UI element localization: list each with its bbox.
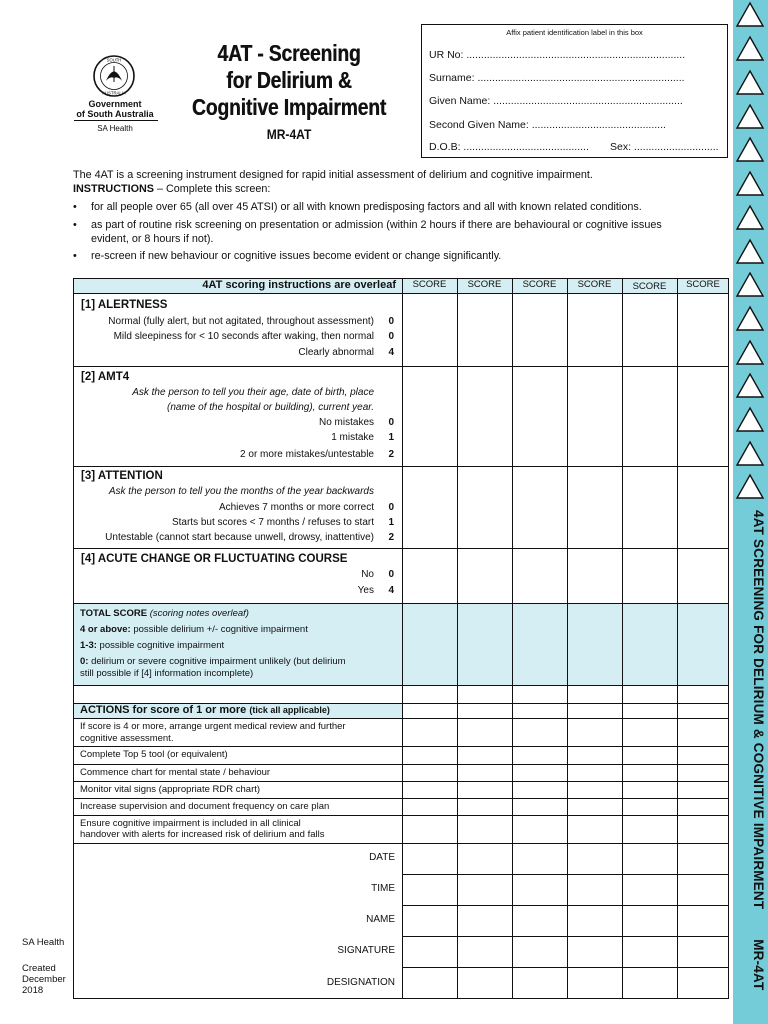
logo-divider xyxy=(74,120,158,121)
bullet-text: evident, or 8 hours if not). xyxy=(91,233,214,245)
triangle-tab-icon xyxy=(735,473,765,500)
action-item: Complete Top 5 tool (or equivalent) xyxy=(80,749,228,760)
row-divider xyxy=(73,718,729,719)
row-divider xyxy=(402,936,728,937)
score-header: SCORE xyxy=(412,279,447,290)
gov-line-2: of South Australia xyxy=(76,109,154,119)
triangle-tab-icon xyxy=(735,339,765,366)
sa-crest-logo xyxy=(92,54,136,100)
amt4-title: [2] AMT4 xyxy=(81,371,130,383)
vertical-title-text: 4AT SCREENING FOR DELIRIUM & COGNITIVE IMPAIRMENT xyxy=(751,510,766,910)
designation-label: DESIGNATION xyxy=(326,977,395,988)
signature-label: SIGNATURE xyxy=(337,945,395,956)
score-header: SCORE xyxy=(686,279,720,290)
action-item: If score is 4 or more, arrange urgent medical review and further xyxy=(80,721,346,732)
footer-created: Created xyxy=(22,963,56,974)
bullet-text: for all people over 65 (all over 45 ATSI) or all with known predisposing factors and all with known related conditions. xyxy=(91,201,642,213)
alertness-title: [1] ALERTNESS xyxy=(81,299,168,311)
vertical-code-text: MR-4AT xyxy=(751,939,766,991)
row-divider xyxy=(73,466,729,467)
row-divider xyxy=(73,781,729,782)
score-header: SCORE xyxy=(467,279,502,290)
column-divider xyxy=(512,278,513,999)
title-line-3: Cognitive Impairment xyxy=(191,94,387,120)
triangle-tab-icon xyxy=(735,170,765,197)
patient-box-caption: Affix patient identification label in this box xyxy=(506,28,643,37)
row-divider xyxy=(73,764,729,765)
patient-label-box[interactable] xyxy=(421,24,728,158)
footer-created-month: December xyxy=(22,974,66,985)
action-item: cognitive assessment. xyxy=(80,733,174,744)
row-divider xyxy=(73,843,729,844)
name-label: NAME xyxy=(366,914,395,925)
bullet-text: as part of routine risk screening on presentation or admission (within 2 hours if there are behavioural or cognitive issues xyxy=(91,219,662,231)
time-label: TIME xyxy=(371,883,395,894)
second-given-name-field[interactable]: Second Given Name: .............................................. xyxy=(429,119,666,131)
title-line-1: 4AT - Screening xyxy=(217,40,361,66)
column-divider xyxy=(677,278,678,999)
score-header: SCORE xyxy=(577,279,612,290)
triangle-tab-icon xyxy=(735,136,765,163)
actions-title: ACTIONS for score of 1 or more (tick all applicable) xyxy=(80,704,330,716)
date-label: DATE xyxy=(369,852,395,863)
column-divider xyxy=(622,278,623,999)
row-divider xyxy=(73,815,729,816)
row-divider xyxy=(73,746,729,747)
row-divider xyxy=(73,366,729,367)
action-item: Increase supervision and document frequency on care plan xyxy=(80,801,330,812)
total-score-band-2: 1-3: possible cognitive impairment xyxy=(80,640,225,651)
row-divider xyxy=(402,905,728,906)
triangle-tab-icon xyxy=(735,69,765,96)
bullet-text: re-screen if new behaviour or cognitive issues become evident or change significantly. xyxy=(91,250,502,262)
row-divider xyxy=(73,548,729,549)
form-code: MR-4AT xyxy=(266,126,312,142)
triangle-tab-icon xyxy=(735,238,765,265)
scoring-instructions-header: 4AT scoring instructions are overleaf xyxy=(202,279,396,291)
title-line-2: for Delirium & xyxy=(226,67,352,93)
total-score-band-3: 0: delirium or severe cognitive impairment unlikely (but delirium xyxy=(80,656,346,667)
row-divider xyxy=(73,685,729,686)
instructions-line xyxy=(73,183,270,196)
acute-change-title: [4] ACUTE CHANGE OR FLUCTUATING COURSE xyxy=(81,553,348,565)
dob-field[interactable]: D.O.B: ........................................... xyxy=(429,141,589,153)
action-item: Monitor vital signs (appropriate RDR chart) xyxy=(80,784,261,795)
column-divider xyxy=(567,278,568,999)
triangle-tab-icon xyxy=(735,35,765,62)
total-score-label: TOTAL SCORE (scoring notes overleaf) xyxy=(80,608,249,619)
dept-name: SA Health xyxy=(97,124,133,133)
row-divider xyxy=(73,603,729,604)
instructions-rest: – Complete this screen: xyxy=(153,183,271,195)
triangle-tab-icon xyxy=(735,204,765,231)
total-score-band-1: 4 or above: possible delirium +/- cognitive impairment xyxy=(80,624,308,635)
ur-number-field[interactable]: UR No: ........................................................................... xyxy=(429,49,686,61)
triangle-tab-icon xyxy=(735,372,765,399)
government-name xyxy=(72,99,158,119)
triangle-tab-icon xyxy=(735,305,765,332)
footer-org: SA Health xyxy=(22,937,65,948)
action-item: handover with alerts for increased risk of delirium and falls xyxy=(80,829,325,840)
attention-title: [3] ATTENTION xyxy=(81,470,163,482)
score-header: SCORE xyxy=(632,281,667,292)
crest-text-top: SOUTH xyxy=(106,57,122,63)
sex-field[interactable]: Sex: ............................. xyxy=(610,141,719,153)
row-divider xyxy=(402,874,728,875)
row-divider xyxy=(73,798,729,799)
surname-field[interactable]: Surname: ....................................................................... xyxy=(429,72,685,84)
footer-created-year: 2018 xyxy=(22,985,44,996)
triangle-tab-icon xyxy=(735,1,765,28)
intro-text: The 4AT is a screening instrument designed for rapid initial assessment of delirium and cognitive impairment. xyxy=(73,169,593,181)
action-item: Ensure cognitive impairment is included in all clinical xyxy=(80,818,301,829)
triangle-tab-icon xyxy=(735,406,765,433)
row-divider xyxy=(402,967,728,968)
triangle-tab-icon xyxy=(735,103,765,130)
crest-text-bottom: AUSTRALIA xyxy=(102,90,126,96)
given-name-field[interactable]: Given Name: ................................................................. xyxy=(429,95,683,107)
score-header: SCORE xyxy=(522,279,557,290)
instructions-label: INSTRUCTIONS xyxy=(73,183,154,195)
form-title xyxy=(191,40,388,121)
gov-line-1: Government xyxy=(88,99,142,109)
column-divider xyxy=(457,278,458,999)
total-score-band-4: still possible if [4] information incomplete) xyxy=(80,668,254,679)
column-divider xyxy=(402,278,403,999)
action-item: Commence chart for mental state / behaviour xyxy=(80,767,271,778)
triangle-tab-icon xyxy=(735,440,765,467)
triangle-tab-icon xyxy=(735,271,765,298)
vertical-title xyxy=(734,510,766,1000)
